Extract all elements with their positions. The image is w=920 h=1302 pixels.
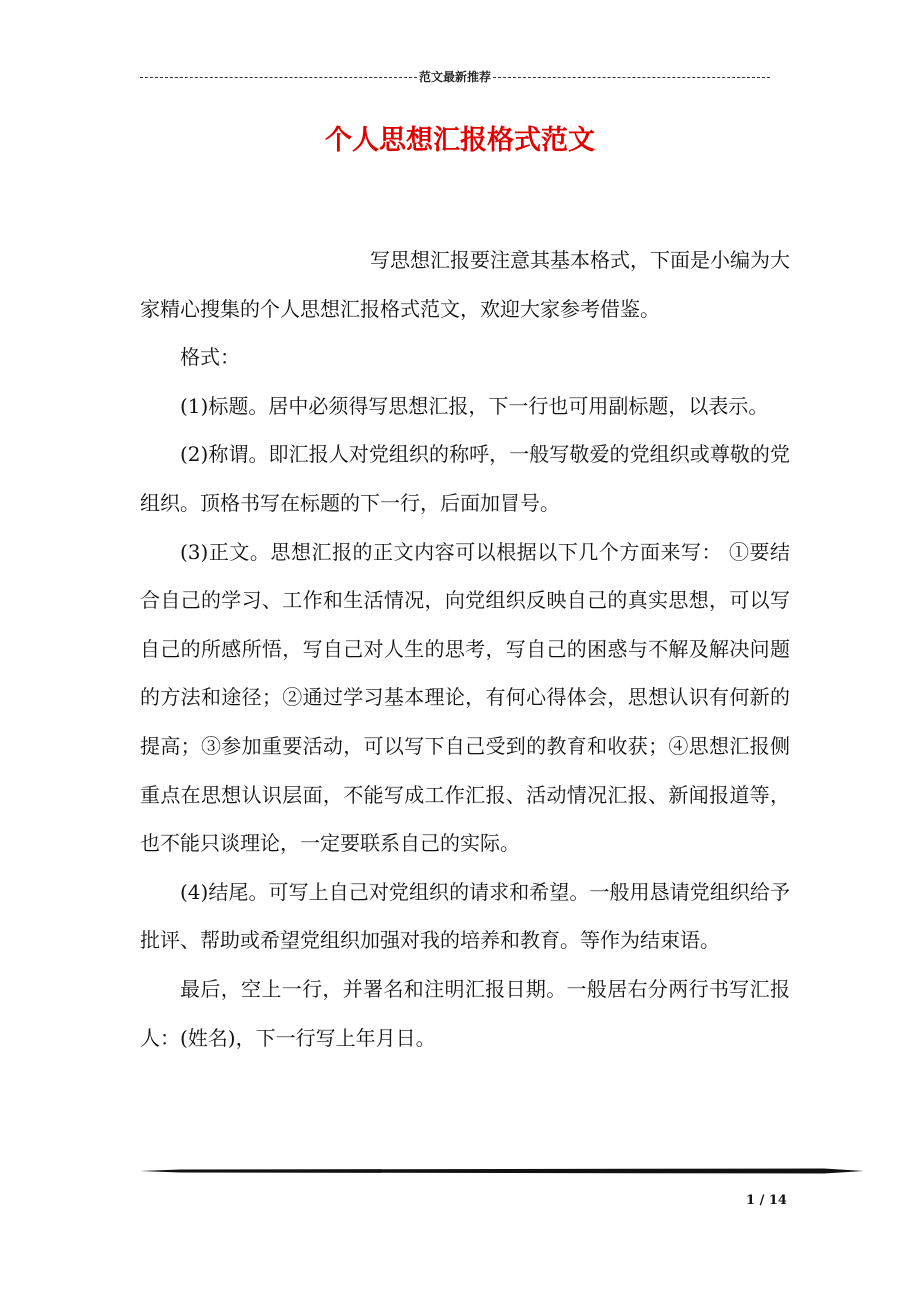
paragraph-format-heading: 格式： bbox=[180, 345, 240, 370]
header-label: 范文最新推荐 bbox=[419, 70, 492, 84]
footer-divider bbox=[140, 1168, 864, 1174]
header-dash-right bbox=[493, 77, 770, 78]
header-dash-left bbox=[140, 77, 417, 78]
paragraph-ending-rule: (4)结尾。可写上自己对党组织的请求和希望。一般用恳请党组织给予批评、帮助或希望党组织加强对我的培养和教育。等作为结束语。 bbox=[140, 879, 790, 953]
page-header bbox=[140, 68, 770, 85]
document-body bbox=[140, 236, 790, 1062]
paragraph-intro: 写思想汇报要注意其基本格式，下面是小编为大家精心搜集的个人思想汇报格式范文，欢迎大家参考借鉴。 bbox=[140, 248, 790, 321]
paragraph-signature-rule: 最后，空上一行，并署名和注明汇报日期。一般居右分两行书写汇报人：(姓名)，下一行写上年月日。 bbox=[140, 976, 790, 1050]
paragraph-title-rule: (1)标题。居中必须得写思想汇报，下一行也可用副标题，以表示。 bbox=[180, 393, 769, 418]
page-number: 1 / 14 bbox=[746, 1193, 787, 1208]
paragraph-salutation-rule: (2)称谓。即汇报人对党组织的称呼，一般写敬爱的党组织或尊敬的党组织。顶格书写在标题的下一行，后面加冒号。 bbox=[140, 442, 790, 515]
document-title: 个人思想汇报格式范文 bbox=[325, 125, 595, 156]
paragraph-body-rule: (3)正文。思想汇报的正文内容可以根据以下几个方面来写： ①要结合自己的学习、工作和生活情况，向党组织反映自己的真实思想，可以写自己的所感所悟，写自己对人生的思考，写自己的困惑与不解及解决问题的方法和途径；②通过学习基本理论，有何心得体会，思想认识有何新的提高；③参加重要活动，可以写下自己受到的教育和收获；④思想汇报侧重点在思想认识层面，不能写成工作汇报、活动情况汇报、新闻报道等，也不能只谈理论，一定要联系自己的实际。 bbox=[140, 539, 790, 856]
